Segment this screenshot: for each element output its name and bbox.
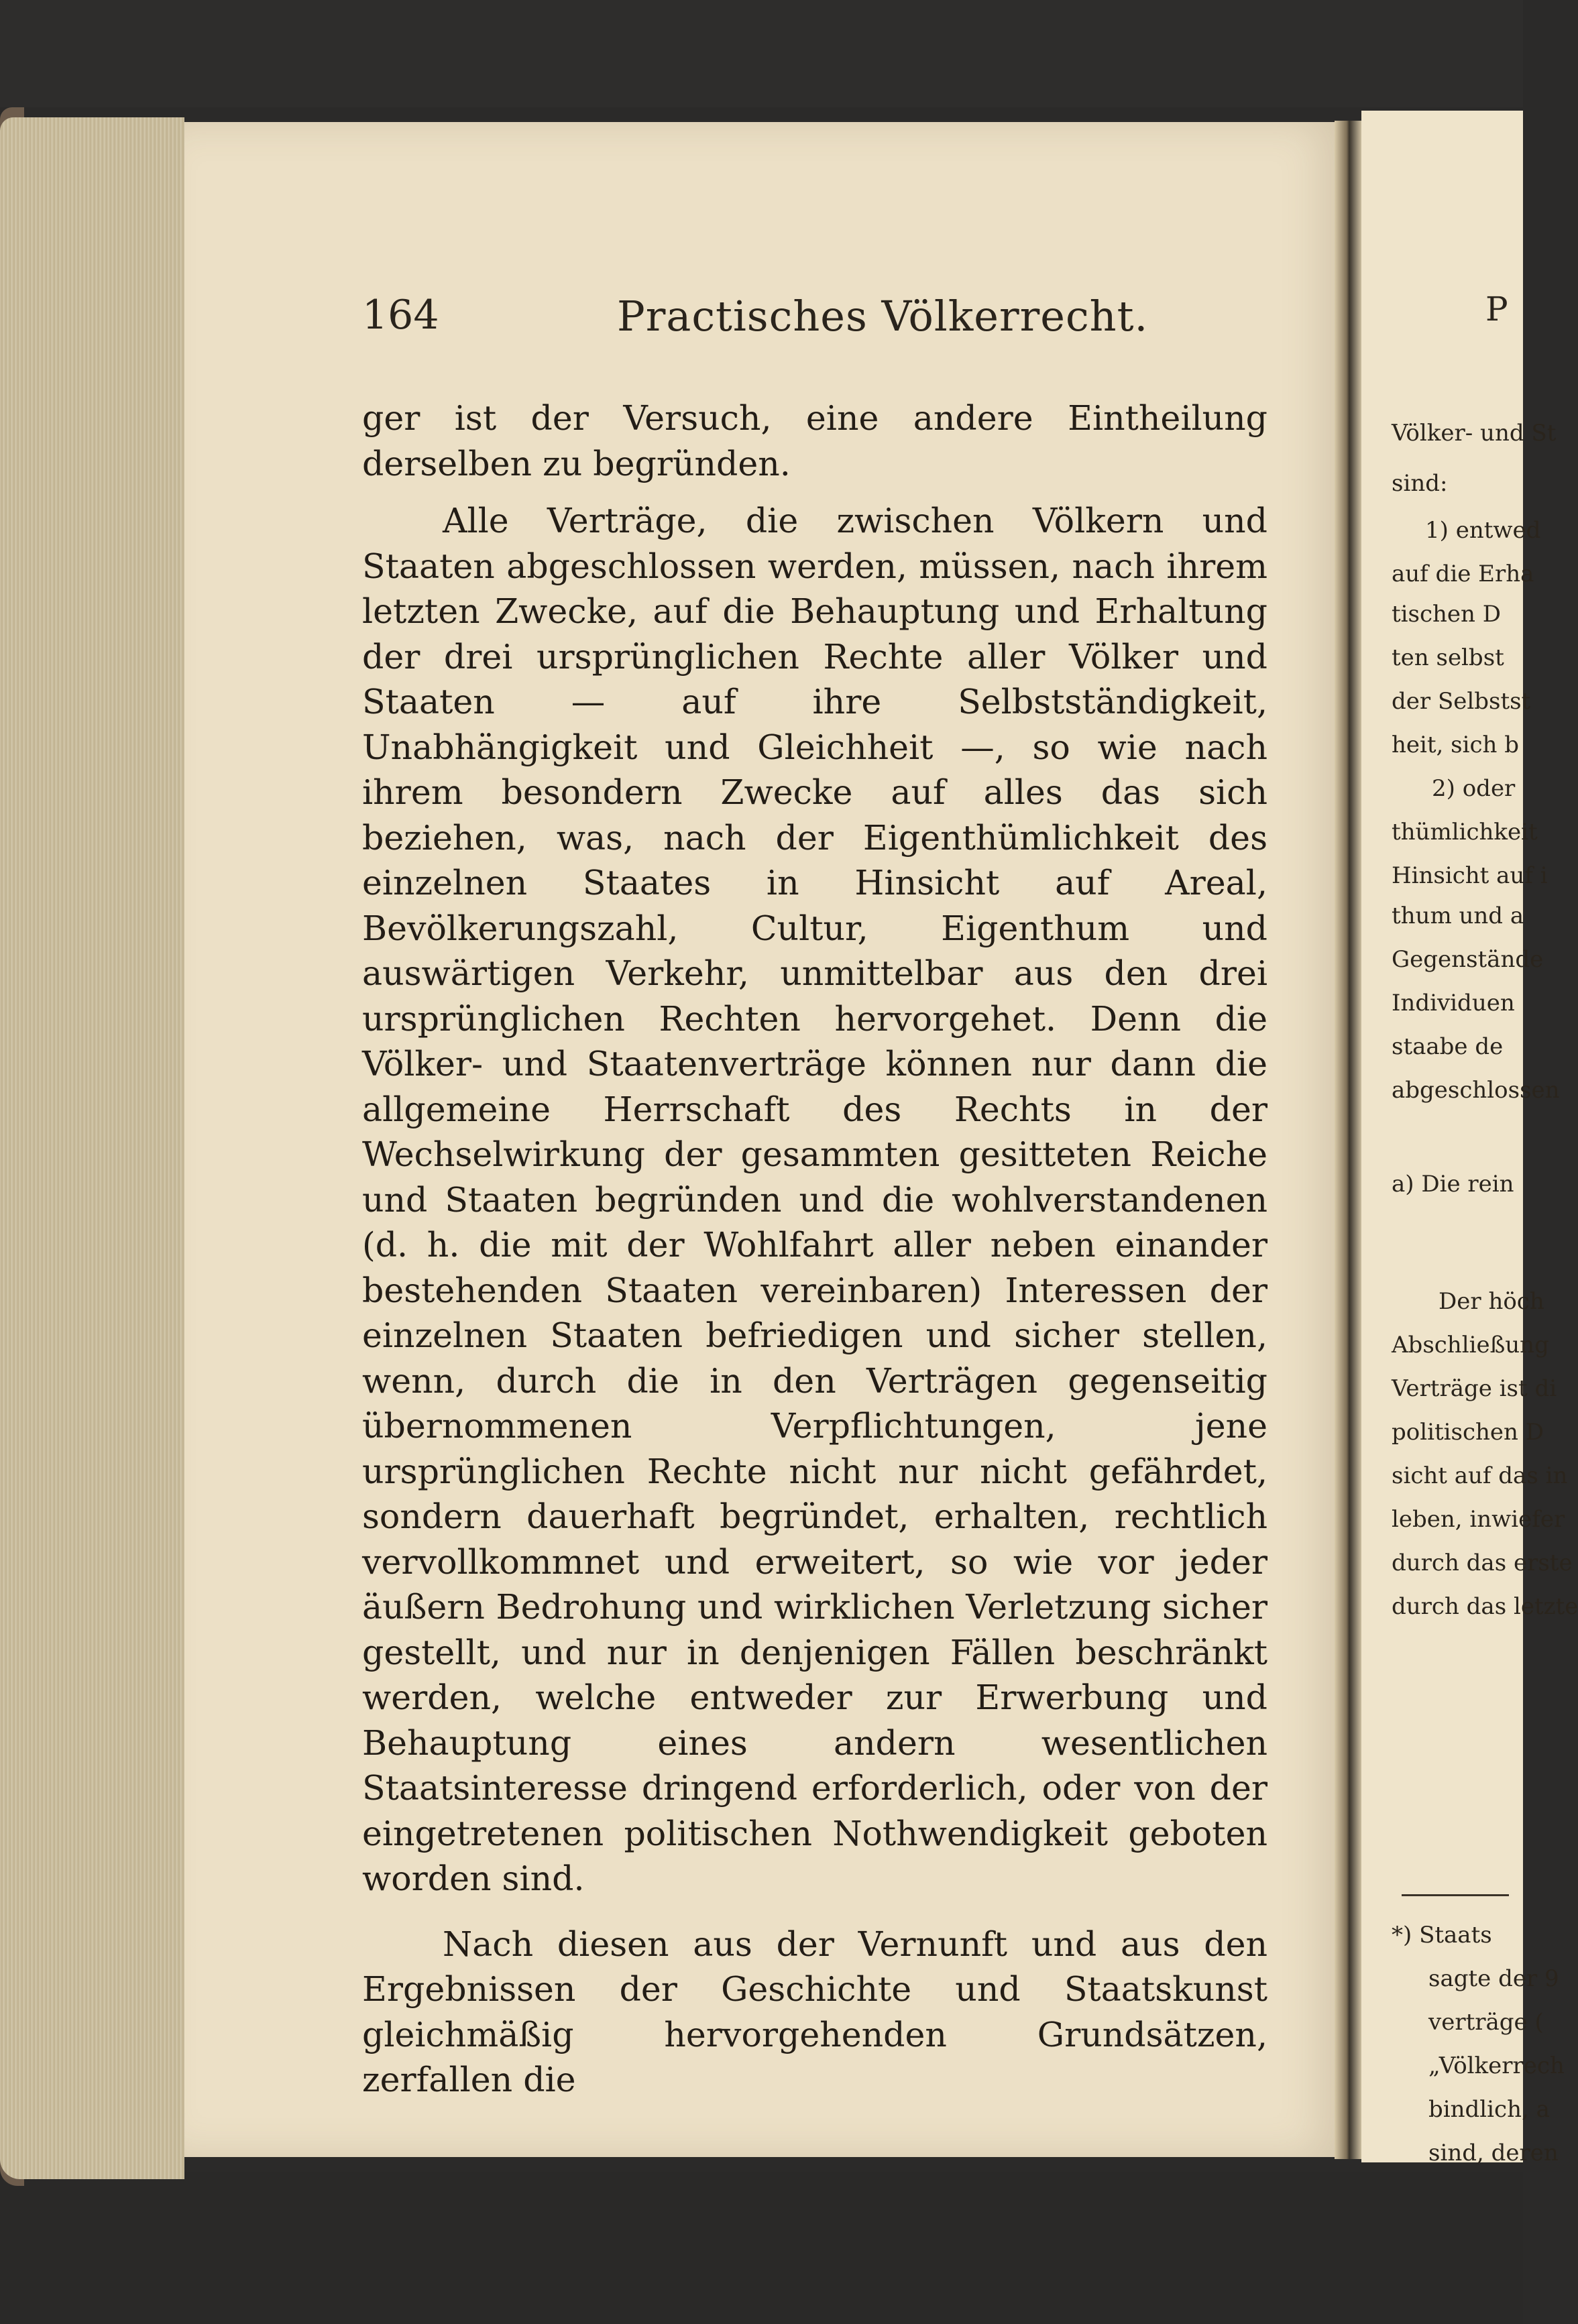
right-line: heit, sich b xyxy=(1392,732,1520,758)
right-line: der Selbstst xyxy=(1392,688,1531,715)
right-line: „Völkerrech xyxy=(1428,2052,1565,2079)
background-top xyxy=(0,0,1523,107)
footnote-rule xyxy=(1402,1894,1509,1896)
background-bottom xyxy=(0,2172,1523,2324)
right-line: ten selbst xyxy=(1392,644,1504,671)
right-line: leben, inwiefer xyxy=(1392,1506,1565,1533)
right-page-text-fragment xyxy=(1392,288,1578,2166)
paragraph-2: Alle Verträge, die zwischen Völkern und Staaten abgeschlossen werden, müssen, nach ihrem letzten Zwecke, auf die Behauptung und Erhaltung der drei ursprünglichen Rechte aller Völker und Staaten — auf ihre Selbstständigkeit, Unabhängigkeit und Gleichheit —, so wie nach ihrem besondern Zwecke auf alles das sich beziehen, was, nach der Eigenthümlichkeit des einzelnen Staates in Hinsicht auf Areal, Bevölkerungszahl, Cultur, Eigenthum und auswärtigen Verkehr, unmittelbar aus den drei ursprünglichen Rechten hervorgehet. Denn die Völker- und Staatenverträge können nur dann die allgemeine Herrschaft des Rechts in der Wechselwirkung der gesammten gesitteten Reiche und Staaten begründen und die wohlverstandenen (d. h. die mit der Wohlfahrt aller neben einander bestehenden Staaten vereinbaren) Interessen der einzelnen Staaten befriedigen und sicher stellen, wenn, durch die in den Verträgen gegenseitig übernommenen Verpflichtungen, jene ursprünglichen Rechte nicht nur nicht gefährdet, sondern dauerhaft begründet, erhalten, rechtlich vervollkommnet und erweitert, so wie vor jeder äußern Bedrohung und wirklichen Verletzung sicher gestellt, und nur in denjenigen Fällen beschränkt werden, welche entweder zur Erwerbung und Behauptung eines andern wesentlichen Staatsinteresse dringend erforderlich, oder von der eingetretenen politischen Nothwendigkeit geboten worden sind. xyxy=(362,501,1267,1898)
right-line: 2) oder xyxy=(1432,775,1516,802)
right-line: durch das erste xyxy=(1392,1550,1573,1576)
right-line: sind, deren xyxy=(1428,2140,1559,2166)
page-edges xyxy=(0,117,184,2179)
page-header xyxy=(362,292,1274,352)
paragraph-3: Nach diesen aus der Vernunft und aus den Ergebnissen der Geschichte und Staatskunst gleichmäßig hervorgehenden Grundsätzen, zerfallen die xyxy=(362,1924,1267,2099)
right-line: Hinsicht auf i xyxy=(1392,862,1548,889)
book-gutter xyxy=(1335,121,1361,2159)
right-line: Völker- und St xyxy=(1392,420,1557,447)
paragraph-1: ger ist der Versuch, eine andere Eintheilung derselben zu begründen. xyxy=(362,398,1267,483)
right-line: thum und a xyxy=(1392,903,1524,929)
right-line: abgeschlossen xyxy=(1392,1077,1560,1104)
right-line: a) Die rein xyxy=(1392,1171,1514,1198)
right-line: auf die Erha xyxy=(1392,561,1534,587)
page-number: 164 xyxy=(362,292,439,339)
right-line: sicht auf das in xyxy=(1392,1462,1568,1489)
running-title: Practisches Völkerrecht. xyxy=(617,292,1149,341)
right-line: verträge ( xyxy=(1428,2009,1544,2036)
body-text xyxy=(362,396,1267,2103)
right-line: durch das letzte xyxy=(1392,1593,1578,1620)
right-running-head: P xyxy=(1485,290,1508,329)
right-line: Der höch xyxy=(1439,1288,1544,1315)
right-line: bindlich, a xyxy=(1428,2096,1550,2123)
right-line: thümlichkeit xyxy=(1392,819,1538,846)
right-line: sagte der 9 xyxy=(1428,1965,1559,1992)
right-line: Individuen xyxy=(1392,990,1515,1016)
right-line: tischen D xyxy=(1392,601,1502,628)
right-line: *) Staats xyxy=(1392,1922,1492,1949)
right-line: Gegenstände xyxy=(1392,946,1544,973)
right-line: Verträge ist di xyxy=(1392,1375,1557,1402)
right-line: Abschließung xyxy=(1392,1332,1549,1358)
right-line: staabe de xyxy=(1392,1033,1504,1060)
right-line: sind: xyxy=(1392,470,1448,497)
right-line: 1) entwed xyxy=(1425,517,1541,544)
right-line: politischen D xyxy=(1392,1419,1544,1446)
